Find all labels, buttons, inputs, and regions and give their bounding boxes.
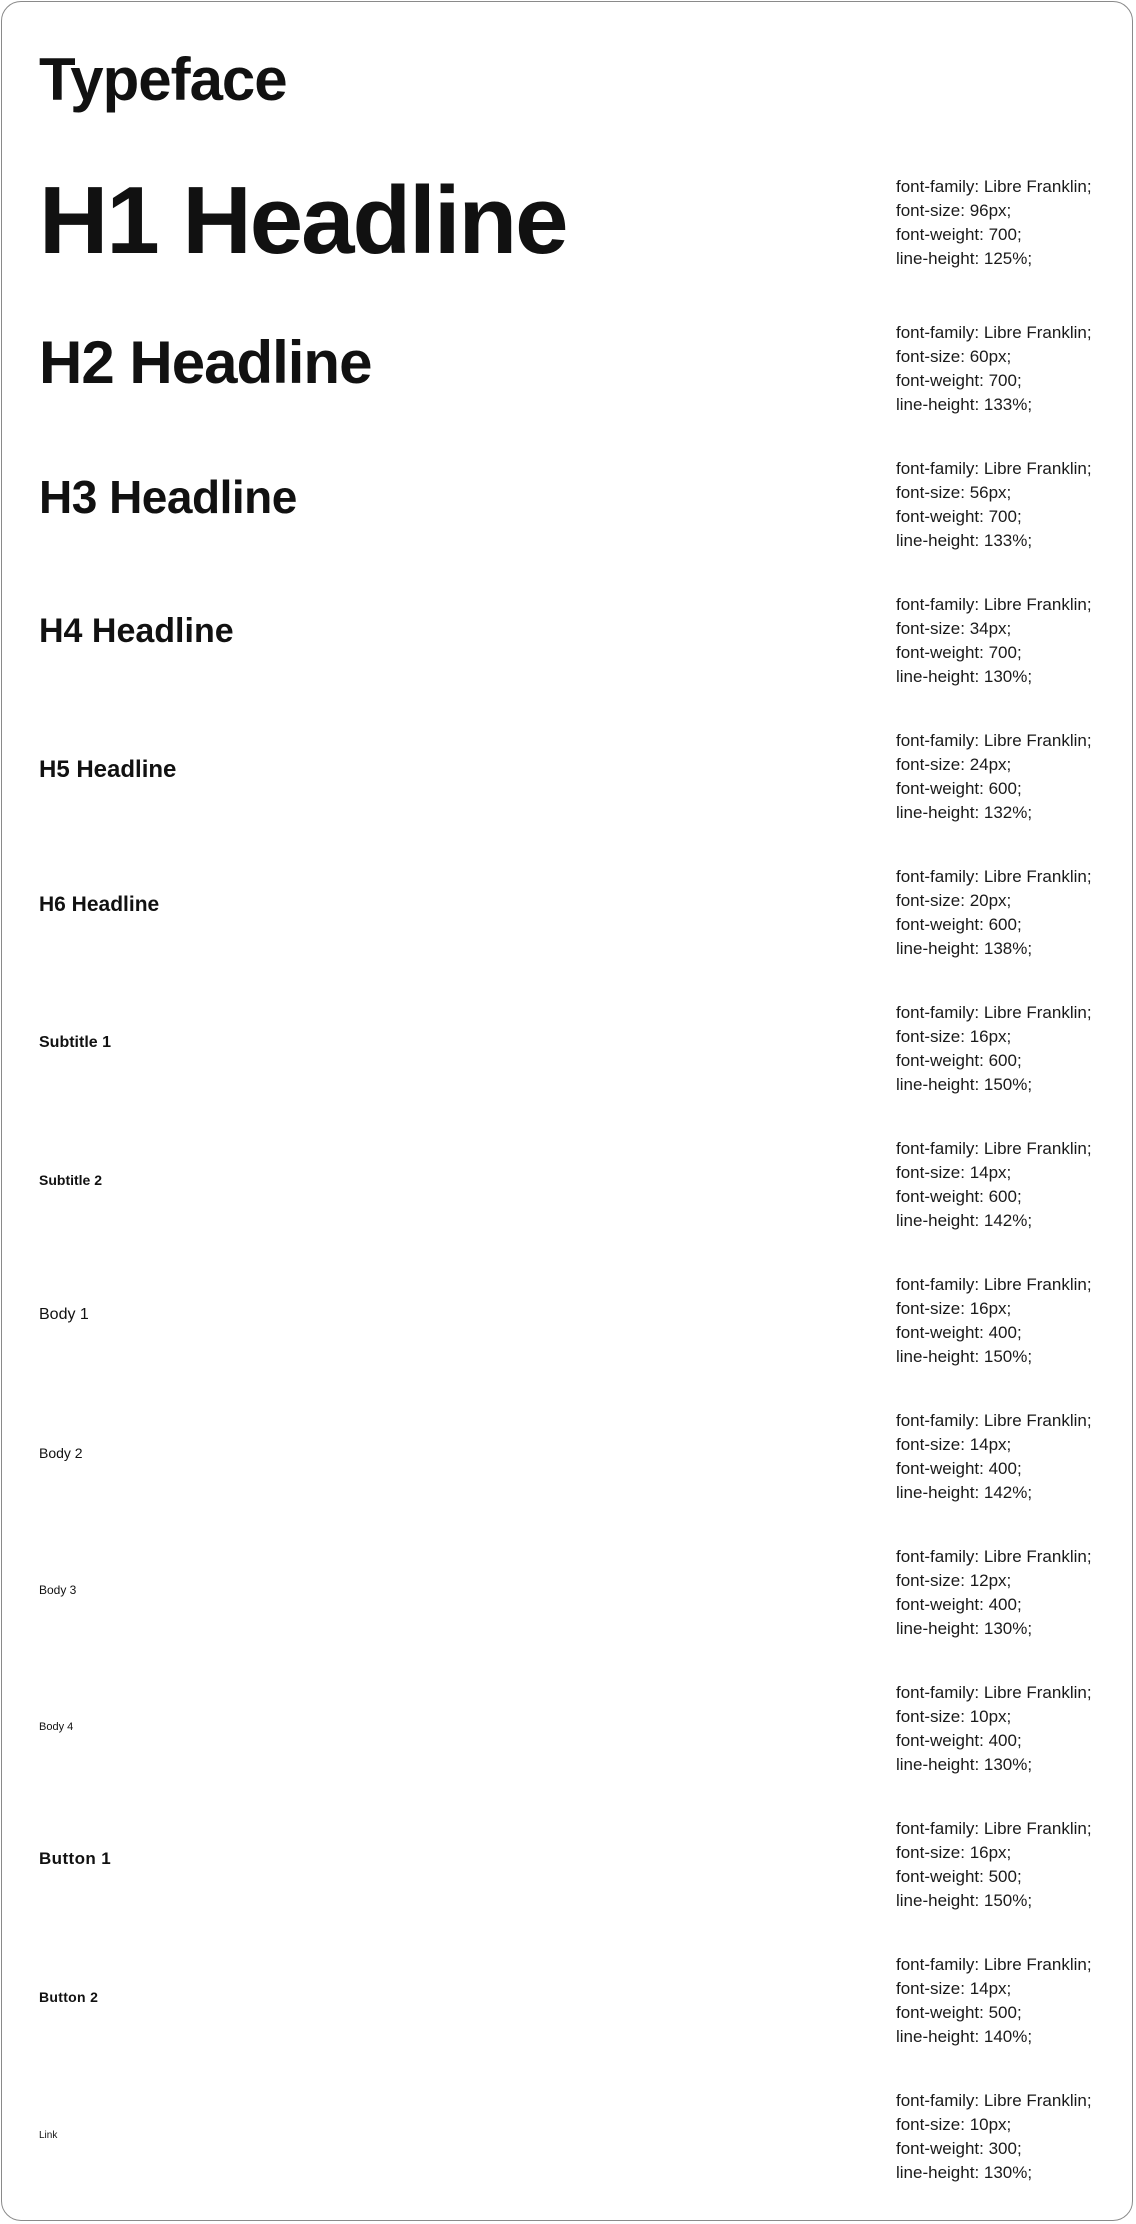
type-style-row-subtitle-1 (0, 1001, 1136, 1097)
spec-line-height: line-height: 150%; (896, 1075, 1033, 1094)
type-style-row-h1 (0, 167, 1136, 274)
h1-sample: H1 Headline (39, 167, 567, 274)
spec-line-height: line-height: 140%; (896, 2027, 1033, 2046)
spec-line-height: line-height: 150%; (896, 1347, 1033, 1366)
link-sample: Link (39, 2130, 58, 2141)
type-style-row-body-1 (0, 1273, 1136, 1369)
spec-font-weight: font-weight: 300; (896, 2139, 1022, 2158)
spec-font-size: font-size: 16px; (896, 1299, 1012, 1318)
spec-font-size: font-size: 10px; (896, 2115, 1012, 2134)
spec-font-weight: font-weight: 700; (896, 507, 1022, 526)
type-style-row-link (0, 2089, 1136, 2185)
spec-font-size: font-size: 10px; (896, 1707, 1012, 1726)
body-3-spec (896, 1545, 1126, 1641)
spec-line-height: line-height: 130%; (896, 1755, 1033, 1774)
spec-font-family: font-family: Libre Franklin; (896, 595, 1092, 614)
spec-font-size: font-size: 96px; (896, 201, 1012, 220)
spec-font-size: font-size: 12px; (896, 1571, 1012, 1590)
spec-font-family: font-family: Libre Franklin; (896, 2091, 1092, 2110)
spec-font-family: font-family: Libre Franklin; (896, 323, 1092, 342)
spec-font-weight: font-weight: 600; (896, 915, 1022, 934)
page-title: Typeface (39, 46, 287, 113)
spec-font-family: font-family: Libre Franklin; (896, 867, 1092, 886)
spec-font-weight: font-weight: 700; (896, 643, 1022, 662)
spec-font-weight: font-weight: 600; (896, 779, 1022, 798)
type-style-row-subtitle-2 (0, 1137, 1136, 1233)
spec-font-size: font-size: 16px; (896, 1027, 1012, 1046)
spec-line-height: line-height: 142%; (896, 1483, 1033, 1502)
spec-font-size: font-size: 14px; (896, 1435, 1012, 1454)
spec-font-family: font-family: Libre Franklin; (896, 1003, 1092, 1022)
spec-font-size: font-size: 56px; (896, 483, 1012, 502)
spec-font-weight: font-weight: 400; (896, 1323, 1022, 1342)
spec-font-family: font-family: Libre Franklin; (896, 1275, 1092, 1294)
type-style-row-body-3 (0, 1545, 1136, 1641)
h3-sample: H3 Headline (39, 471, 297, 523)
spec-font-family: font-family: Libre Franklin; (896, 1139, 1092, 1158)
type-style-row-button-1 (0, 1817, 1136, 1913)
spec-line-height: line-height: 138%; (896, 939, 1033, 958)
spec-font-family: font-family: Libre Franklin; (896, 1955, 1092, 1974)
body-1-sample: Body 1 (39, 1306, 89, 1323)
spec-line-height: line-height: 130%; (896, 667, 1033, 686)
body-2-spec (896, 1409, 1126, 1505)
h5-sample: H5 Headline (39, 756, 177, 783)
subtitle-2-spec (896, 1137, 1126, 1233)
spec-line-height: line-height: 130%; (896, 2163, 1033, 2182)
type-style-row-h6 (0, 865, 1136, 961)
spec-line-height: line-height: 142%; (896, 1211, 1033, 1230)
body-2-sample: Body 2 (39, 1445, 83, 1461)
type-style-row-body-2 (0, 1409, 1136, 1505)
spec-font-family: font-family: Libre Franklin; (896, 177, 1092, 196)
spec-font-family: font-family: Libre Franklin; (896, 731, 1092, 750)
h6-sample: H6 Headline (39, 893, 160, 916)
spec-font-size: font-size: 24px; (896, 755, 1012, 774)
subtitle-1-sample: Subtitle 1 (39, 1034, 112, 1051)
link-spec (896, 2089, 1126, 2185)
spec-font-weight: font-weight: 500; (896, 1867, 1022, 1886)
body-4-sample: Body 4 (39, 1721, 74, 1733)
spec-font-weight: font-weight: 400; (896, 1731, 1022, 1750)
spec-font-weight: font-weight: 400; (896, 1459, 1022, 1478)
h3-spec (896, 457, 1126, 553)
spec-line-height: line-height: 133%; (896, 395, 1033, 414)
type-style-row-body-4 (0, 1681, 1136, 1777)
spec-line-height: line-height: 125%; (896, 249, 1033, 268)
spec-font-weight: font-weight: 700; (896, 371, 1022, 390)
spec-line-height: line-height: 133%; (896, 531, 1033, 550)
type-style-row-h4 (0, 593, 1136, 689)
h1-spec (896, 175, 1126, 271)
h4-sample: H4 Headline (39, 612, 234, 650)
spec-font-family: font-family: Libre Franklin; (896, 1819, 1092, 1838)
body-3-sample: Body 3 (39, 1583, 77, 1597)
h2-spec (896, 321, 1126, 417)
h2-sample: H2 Headline (39, 329, 372, 396)
spec-font-weight: font-weight: 600; (896, 1051, 1022, 1070)
spec-font-weight: font-weight: 700; (896, 225, 1022, 244)
spec-font-size: font-size: 14px; (896, 1163, 1012, 1182)
button-1-spec (896, 1817, 1126, 1913)
spec-font-weight: font-weight: 600; (896, 1187, 1022, 1206)
type-style-row-button-2 (0, 1953, 1136, 2049)
spec-font-size: font-size: 14px; (896, 1979, 1012, 1998)
type-style-row-h2 (0, 321, 1136, 417)
spec-font-family: font-family: Libre Franklin; (896, 459, 1092, 478)
subtitle-2-sample: Subtitle 2 (39, 1172, 103, 1188)
body-4-spec (896, 1681, 1126, 1777)
spec-line-height: line-height: 132%; (896, 803, 1033, 822)
spec-font-weight: font-weight: 500; (896, 2003, 1022, 2022)
spec-font-family: font-family: Libre Franklin; (896, 1683, 1092, 1702)
h4-spec (896, 593, 1126, 689)
spec-line-height: line-height: 150%; (896, 1891, 1033, 1910)
spec-font-size: font-size: 34px; (896, 619, 1012, 638)
body-1-spec (896, 1273, 1126, 1369)
spec-font-size: font-size: 60px; (896, 347, 1012, 366)
spec-font-family: font-family: Libre Franklin; (896, 1411, 1092, 1430)
type-style-row-h5 (0, 729, 1136, 825)
spec-font-family: font-family: Libre Franklin; (896, 1547, 1092, 1566)
button-1-sample: Button 1 (39, 1849, 112, 1868)
subtitle-1-spec (896, 1001, 1126, 1097)
button-2-sample: Button 2 (39, 1989, 99, 2005)
spec-font-weight: font-weight: 400; (896, 1595, 1022, 1614)
h5-spec (896, 729, 1126, 825)
h6-spec (896, 865, 1126, 961)
type-style-row-h3 (0, 457, 1136, 553)
button-2-spec (896, 1953, 1126, 2049)
spec-line-height: line-height: 130%; (896, 1619, 1033, 1638)
spec-font-size: font-size: 16px; (896, 1843, 1012, 1862)
spec-font-size: font-size: 20px; (896, 891, 1012, 910)
